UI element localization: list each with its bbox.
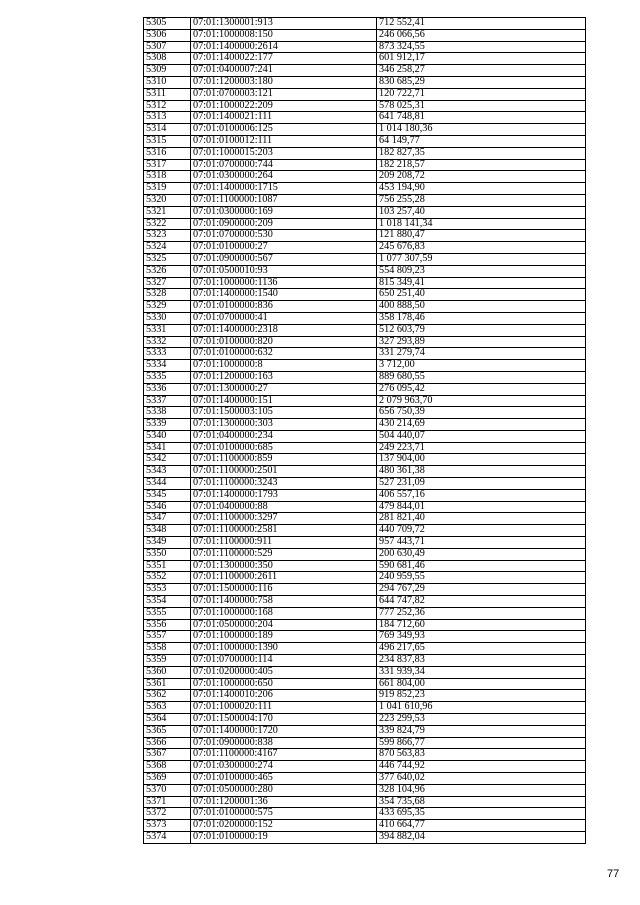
row-number-cell: 5351 <box>144 560 191 572</box>
cadastral-number-cell: 07:01:1000000:189 <box>191 631 377 643</box>
table-row <box>144 41 586 53</box>
table-row <box>144 501 586 513</box>
value-cell: 2 079 963,70 <box>377 395 586 407</box>
row-number-cell: 5373 <box>144 820 191 832</box>
table-row <box>144 88 586 100</box>
row-number-cell: 5362 <box>144 690 191 702</box>
table-row <box>144 171 586 183</box>
value-cell: 479 844,01 <box>377 501 586 513</box>
row-number-cell: 5337 <box>144 395 191 407</box>
row-number-cell: 5330 <box>144 312 191 324</box>
table-row <box>144 265 586 277</box>
table-row <box>144 383 586 395</box>
cadastral-number-cell: 07:01:1300000:303 <box>191 419 377 431</box>
value-cell: 756 255,28 <box>377 194 586 206</box>
cadastral-number-cell: 07:01:1500004:170 <box>191 714 377 726</box>
row-number-cell: 5341 <box>144 442 191 454</box>
row-number-cell: 5345 <box>144 489 191 501</box>
value-cell: 644 747,82 <box>377 596 586 608</box>
row-number-cell: 5315 <box>144 135 191 147</box>
row-number-cell: 5372 <box>144 808 191 820</box>
value-cell: 406 557,16 <box>377 489 586 501</box>
value-cell: 120 722,71 <box>377 88 586 100</box>
table-row <box>144 124 586 136</box>
value-cell: 453 194,90 <box>377 183 586 195</box>
row-number-cell: 5346 <box>144 501 191 513</box>
cadastral-number-cell: 07:01:1000015:203 <box>191 147 377 159</box>
row-number-cell: 5333 <box>144 348 191 360</box>
cadastral-number-cell: 07:01:1100000:911 <box>191 537 377 549</box>
row-number-cell: 5352 <box>144 572 191 584</box>
table-row <box>144 76 586 88</box>
row-number-cell: 5348 <box>144 525 191 537</box>
value-cell: 394 882,04 <box>377 831 586 843</box>
table-row <box>144 419 586 431</box>
table-row <box>144 702 586 714</box>
cadastral-number-cell: 07:01:1400000:758 <box>191 596 377 608</box>
value-cell: 223 299,53 <box>377 714 586 726</box>
cadastral-number-cell: 07:01:1000000:650 <box>191 678 377 690</box>
value-cell: 328 104,96 <box>377 784 586 796</box>
row-number-cell: 5311 <box>144 88 191 100</box>
cadastral-number-cell: 07:01:0500000:204 <box>191 619 377 631</box>
value-cell: 182 218,57 <box>377 159 586 171</box>
table-row <box>144 301 586 313</box>
cadastral-number-cell: 07:01:1100000:859 <box>191 454 377 466</box>
table-row <box>144 206 586 218</box>
cadastral-number-cell: 07:01:1200000:163 <box>191 371 377 383</box>
cadastral-number-cell: 07:01:0400007:241 <box>191 65 377 77</box>
row-number-cell: 5312 <box>144 100 191 112</box>
table-row <box>144 678 586 690</box>
table-row <box>144 100 586 112</box>
value-cell: 601 912,17 <box>377 53 586 65</box>
row-number-cell: 5339 <box>144 419 191 431</box>
table-row <box>144 820 586 832</box>
table-row <box>144 324 586 336</box>
row-number-cell: 5364 <box>144 714 191 726</box>
table-row <box>144 454 586 466</box>
value-cell: 578 025,31 <box>377 100 586 112</box>
row-number-cell: 5317 <box>144 159 191 171</box>
page-number: 77 <box>607 868 620 880</box>
value-cell: 137 904,00 <box>377 454 586 466</box>
cadastral-number-cell: 07:01:1400000:1720 <box>191 725 377 737</box>
row-number-cell: 5325 <box>144 253 191 265</box>
value-cell: 377 640,02 <box>377 773 586 785</box>
value-cell: 281 821,40 <box>377 513 586 525</box>
cadastral-number-cell: 07:01:0200000:405 <box>191 666 377 678</box>
row-number-cell: 5358 <box>144 643 191 655</box>
cadastral-number-cell: 07:01:1100000:3297 <box>191 513 377 525</box>
cadastral-number-cell: 07:01:1400000:2318 <box>191 324 377 336</box>
row-number-cell: 5367 <box>144 749 191 761</box>
cadastral-number-cell: 07:01:1400000:1540 <box>191 289 377 301</box>
table-row <box>144 831 586 843</box>
value-cell: 182 827,35 <box>377 147 586 159</box>
row-number-cell: 5369 <box>144 773 191 785</box>
value-cell: 331 939,34 <box>377 666 586 678</box>
value-cell: 400 888,50 <box>377 301 586 313</box>
cadastral-number-cell: 07:01:1300000:350 <box>191 560 377 572</box>
table-row <box>144 537 586 549</box>
cadastral-number-cell: 07:01:0700000:530 <box>191 230 377 242</box>
value-cell: 234 837,83 <box>377 655 586 667</box>
cadastral-number-cell: 07:01:1100000:529 <box>191 548 377 560</box>
table-row <box>144 348 586 360</box>
value-cell: 121 880,47 <box>377 230 586 242</box>
value-cell: 64 149,77 <box>377 135 586 147</box>
row-number-cell: 5355 <box>144 607 191 619</box>
row-number-cell: 5360 <box>144 666 191 678</box>
cadastral-number-cell: 07:01:1000000:1136 <box>191 277 377 289</box>
value-cell: 527 231,09 <box>377 478 586 490</box>
row-number-cell: 5357 <box>144 631 191 643</box>
row-number-cell: 5319 <box>144 183 191 195</box>
table-row <box>144 478 586 490</box>
row-number-cell: 5365 <box>144 725 191 737</box>
cadastral-number-cell: 07:01:0300000:169 <box>191 206 377 218</box>
table-row <box>144 289 586 301</box>
value-cell: 433 695,35 <box>377 808 586 820</box>
cadastral-number-cell: 07:01:1100000:2501 <box>191 466 377 478</box>
value-cell: 276 095,42 <box>377 383 586 395</box>
table-row <box>144 666 586 678</box>
value-cell: 641 748,81 <box>377 112 586 124</box>
table-row <box>144 194 586 206</box>
value-cell: 358 178,46 <box>377 312 586 324</box>
value-cell: 870 563,83 <box>377 749 586 761</box>
table-row <box>144 430 586 442</box>
row-number-cell: 5308 <box>144 53 191 65</box>
value-cell: 1 077 307,59 <box>377 253 586 265</box>
table-row <box>144 159 586 171</box>
cadastral-number-cell: 07:01:1100000:2581 <box>191 525 377 537</box>
table-row <box>144 619 586 631</box>
value-cell: 245 676,83 <box>377 242 586 254</box>
row-number-cell: 5347 <box>144 513 191 525</box>
cadastral-number-cell: 07:01:1000020:111 <box>191 702 377 714</box>
table-row <box>144 407 586 419</box>
table-row <box>144 631 586 643</box>
cadastral-number-cell: 07:01:0100000:632 <box>191 348 377 360</box>
table-row <box>144 395 586 407</box>
row-number-cell: 5322 <box>144 218 191 230</box>
table-body <box>144 18 586 844</box>
table-row <box>144 690 586 702</box>
value-cell: 331 279,74 <box>377 348 586 360</box>
cadastral-number-cell: 07:01:0700000:114 <box>191 655 377 667</box>
row-number-cell: 5307 <box>144 41 191 53</box>
table-row <box>144 584 586 596</box>
cadastral-number-cell: 07:01:0100000:685 <box>191 442 377 454</box>
value-cell: 430 214,69 <box>377 419 586 431</box>
value-cell: 240 959,55 <box>377 572 586 584</box>
value-cell: 184 712,60 <box>377 619 586 631</box>
table-row <box>144 548 586 560</box>
table-row <box>144 29 586 41</box>
table-row <box>144 513 586 525</box>
cadastral-number-cell: 07:01:1500003:105 <box>191 407 377 419</box>
cadastral-number-cell: 07:01:1200001:36 <box>191 796 377 808</box>
table-row <box>144 230 586 242</box>
cadastral-number-cell: 07:01:1000000:8 <box>191 360 377 372</box>
cadastral-number-cell: 07:01:1300001:913 <box>191 18 377 30</box>
value-cell: 496 217,65 <box>377 643 586 655</box>
cadastral-number-cell: 07:01:0700000:41 <box>191 312 377 324</box>
value-cell: 769 349,93 <box>377 631 586 643</box>
row-number-cell: 5356 <box>144 619 191 631</box>
value-cell: 554 809,23 <box>377 265 586 277</box>
table-row <box>144 607 586 619</box>
row-number-cell: 5331 <box>144 324 191 336</box>
row-number-cell: 5354 <box>144 596 191 608</box>
row-number-cell: 5310 <box>144 76 191 88</box>
row-number-cell: 5368 <box>144 761 191 773</box>
value-cell: 712 552,41 <box>377 18 586 30</box>
table-row <box>144 312 586 324</box>
cadastral-number-cell: 07:01:1300000:27 <box>191 383 377 395</box>
value-cell: 200 630,49 <box>377 548 586 560</box>
row-number-cell: 5326 <box>144 265 191 277</box>
table-row <box>144 277 586 289</box>
cadastral-number-cell: 07:01:1100000:1087 <box>191 194 377 206</box>
cadastral-number-cell: 07:01:0100000:19 <box>191 831 377 843</box>
value-cell: 830 685,29 <box>377 76 586 88</box>
cadastral-number-cell: 07:01:0400000:234 <box>191 430 377 442</box>
value-cell: 327 293,89 <box>377 336 586 348</box>
cadastral-number-cell: 07:01:1400021:111 <box>191 112 377 124</box>
table-row <box>144 135 586 147</box>
row-number-cell: 5327 <box>144 277 191 289</box>
row-number-cell: 5321 <box>144 206 191 218</box>
row-number-cell: 5340 <box>144 430 191 442</box>
row-number-cell: 5320 <box>144 194 191 206</box>
row-number-cell: 5313 <box>144 112 191 124</box>
row-number-cell: 5318 <box>144 171 191 183</box>
cadastral-number-cell: 07:01:1500000:116 <box>191 584 377 596</box>
cadastral-number-cell: 07:01:0100000:465 <box>191 773 377 785</box>
value-cell: 1 014 180,36 <box>377 124 586 136</box>
cadastral-number-cell: 07:01:0900000:838 <box>191 737 377 749</box>
cadastral-number-cell: 07:01:0100006:125 <box>191 124 377 136</box>
cadastral-number-cell: 07:01:1400000:1715 <box>191 183 377 195</box>
cadastral-number-cell: 07:01:1000000:168 <box>191 607 377 619</box>
cadastral-number-cell: 07:01:0100000:27 <box>191 242 377 254</box>
value-cell: 512 603,79 <box>377 324 586 336</box>
row-number-cell: 5336 <box>144 383 191 395</box>
value-cell: 446 744,92 <box>377 761 586 773</box>
row-number-cell: 5328 <box>144 289 191 301</box>
table-row <box>144 773 586 785</box>
table-row <box>144 253 586 265</box>
value-cell: 656 750,39 <box>377 407 586 419</box>
cadastral-number-cell: 07:01:0300000:264 <box>191 171 377 183</box>
table-row <box>144 65 586 77</box>
table-row <box>144 784 586 796</box>
value-cell: 354 735,68 <box>377 796 586 808</box>
value-cell: 873 324,55 <box>377 41 586 53</box>
table-row <box>144 737 586 749</box>
table-row <box>144 560 586 572</box>
value-cell: 209 208,72 <box>377 171 586 183</box>
row-number-cell: 5374 <box>144 831 191 843</box>
cadastral-number-cell: 07:01:0500000:280 <box>191 784 377 796</box>
table-row <box>144 808 586 820</box>
row-number-cell: 5359 <box>144 655 191 667</box>
table-row <box>144 643 586 655</box>
value-cell: 504 440,07 <box>377 430 586 442</box>
table-row <box>144 655 586 667</box>
row-number-cell: 5370 <box>144 784 191 796</box>
cadastral-number-cell: 07:01:0700003:121 <box>191 88 377 100</box>
value-cell: 3 712,00 <box>377 360 586 372</box>
row-number-cell: 5363 <box>144 702 191 714</box>
row-number-cell: 5306 <box>144 29 191 41</box>
row-number-cell: 5329 <box>144 301 191 313</box>
table-row <box>144 18 586 30</box>
table-row <box>144 749 586 761</box>
cadastral-number-cell: 07:01:0900000:567 <box>191 253 377 265</box>
row-number-cell: 5338 <box>144 407 191 419</box>
cadastral-number-cell: 07:01:0700000:744 <box>191 159 377 171</box>
value-cell: 650 251,40 <box>377 289 586 301</box>
row-number-cell: 5361 <box>144 678 191 690</box>
value-cell: 410 664,77 <box>377 820 586 832</box>
row-number-cell: 5324 <box>144 242 191 254</box>
table-row <box>144 596 586 608</box>
value-cell: 777 252,36 <box>377 607 586 619</box>
cadastral-number-cell: 07:01:0100012:111 <box>191 135 377 147</box>
table-row <box>144 572 586 584</box>
row-number-cell: 5316 <box>144 147 191 159</box>
cadastral-number-cell: 07:01:0300000:274 <box>191 761 377 773</box>
table-row <box>144 147 586 159</box>
cadastral-number-cell: 07:01:1100000:3243 <box>191 478 377 490</box>
row-number-cell: 5305 <box>144 18 191 30</box>
row-number-cell: 5309 <box>144 65 191 77</box>
cadastral-number-cell: 07:01:0100000:820 <box>191 336 377 348</box>
table-row <box>144 489 586 501</box>
table-row <box>144 442 586 454</box>
cadastral-number-cell: 07:01:1400022:177 <box>191 53 377 65</box>
table-row <box>144 466 586 478</box>
row-number-cell: 5314 <box>144 124 191 136</box>
table-row <box>144 336 586 348</box>
cadastral-number-cell: 07:01:1000008:150 <box>191 29 377 41</box>
value-cell: 919 852,23 <box>377 690 586 702</box>
value-cell: 246 066,56 <box>377 29 586 41</box>
cadastral-number-cell: 07:01:1400010:206 <box>191 690 377 702</box>
table-row <box>144 714 586 726</box>
table-row <box>144 112 586 124</box>
table-row <box>144 183 586 195</box>
table-row <box>144 218 586 230</box>
row-number-cell: 5349 <box>144 537 191 549</box>
cadastral-number-cell: 07:01:1000022:209 <box>191 100 377 112</box>
row-number-cell: 5366 <box>144 737 191 749</box>
value-cell: 590 681,46 <box>377 560 586 572</box>
row-number-cell: 5334 <box>144 360 191 372</box>
table-row <box>144 371 586 383</box>
row-number-cell: 5332 <box>144 336 191 348</box>
value-cell: 957 443,71 <box>377 537 586 549</box>
cadastral-value-table <box>143 17 586 844</box>
row-number-cell: 5350 <box>144 548 191 560</box>
value-cell: 599 866,77 <box>377 737 586 749</box>
row-number-cell: 5335 <box>144 371 191 383</box>
value-cell: 339 824,79 <box>377 725 586 737</box>
value-cell: 815 349,41 <box>377 277 586 289</box>
row-number-cell: 5342 <box>144 454 191 466</box>
cadastral-number-cell: 07:01:0100000:836 <box>191 301 377 313</box>
cadastral-number-cell: 07:01:0900000:209 <box>191 218 377 230</box>
cadastral-number-cell: 07:01:1100000:4167 <box>191 749 377 761</box>
value-cell: 661 804,00 <box>377 678 586 690</box>
value-cell: 889 680,55 <box>377 371 586 383</box>
cadastral-number-cell: 07:01:0400000:88 <box>191 501 377 513</box>
row-number-cell: 5343 <box>144 466 191 478</box>
value-cell: 294 767,29 <box>377 584 586 596</box>
row-number-cell: 5371 <box>144 796 191 808</box>
value-cell: 346 258,27 <box>377 65 586 77</box>
cadastral-number-cell: 07:01:1000000:1390 <box>191 643 377 655</box>
value-cell: 480 361,38 <box>377 466 586 478</box>
table-row <box>144 761 586 773</box>
table-row <box>144 796 586 808</box>
cadastral-number-cell: 07:01:1200003:180 <box>191 76 377 88</box>
value-cell: 1 041 610,96 <box>377 702 586 714</box>
cadastral-number-cell: 07:01:1100000:2611 <box>191 572 377 584</box>
cadastral-number-cell: 07:01:1400000:151 <box>191 395 377 407</box>
table-row <box>144 725 586 737</box>
row-number-cell: 5353 <box>144 584 191 596</box>
row-number-cell: 5323 <box>144 230 191 242</box>
cadastral-number-cell: 07:01:0200000:152 <box>191 820 377 832</box>
cadastral-number-cell: 07:01:1400000:2614 <box>191 41 377 53</box>
value-cell: 1 018 141,34 <box>377 218 586 230</box>
table-row <box>144 525 586 537</box>
row-number-cell: 5344 <box>144 478 191 490</box>
value-cell: 249 223,71 <box>377 442 586 454</box>
cadastral-number-cell: 07:01:1400000:1793 <box>191 489 377 501</box>
table-row <box>144 242 586 254</box>
cadastral-number-cell: 07:01:0500010:93 <box>191 265 377 277</box>
cadastral-number-cell: 07:01:0100000:575 <box>191 808 377 820</box>
value-cell: 103 257,40 <box>377 206 586 218</box>
value-cell: 440 709,72 <box>377 525 586 537</box>
table-row <box>144 360 586 372</box>
table-row <box>144 53 586 65</box>
